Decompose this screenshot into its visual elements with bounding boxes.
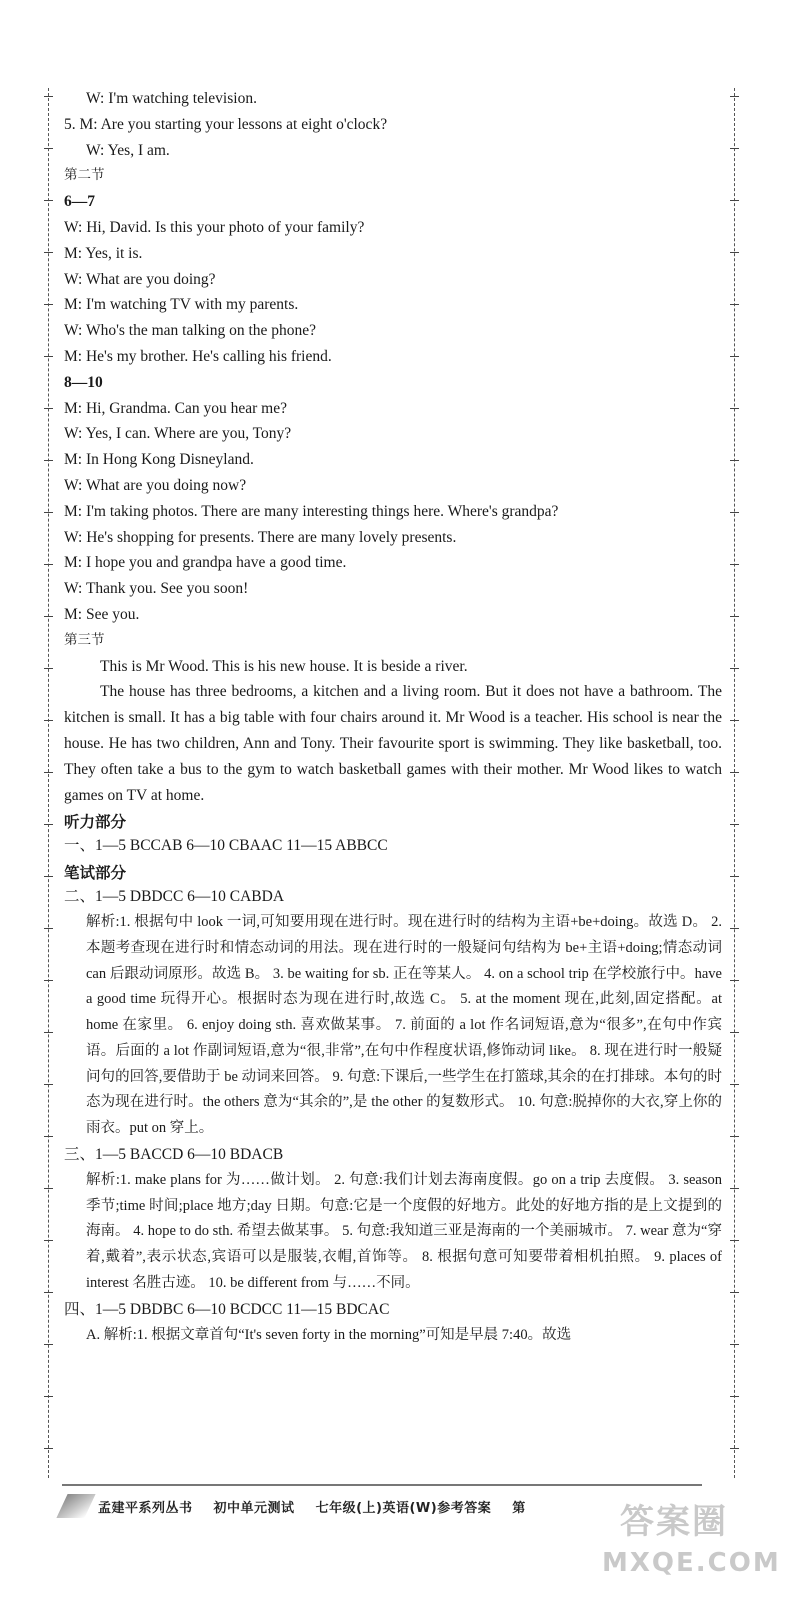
explanation-part-3: 解析:1. make plans for 为……做计划。 2. 句意:我们计划去海南度假。go on a trip 去度假。 3. season 季节;time 时间;place 地方;day 日期。句意:它是一个度假的好地方。此处的好地方指的是上文提到的海南。 4. hope to do sth. 希望去做某事。 5. 句意:我知道三亚是海南的一个美丽城市。 7. wear 意为“穿着,戴着”,表示状态,宾语可以是服装,衣帽,首饰等。 8. 根据句意可知要带着相机拍照。 9. places of interest 名胜古迹。 10. be different from 与……不同。: [86, 1171, 722, 1292]
script-line: 6—7: [64, 193, 95, 211]
footer-decoration: [56, 1494, 95, 1518]
margin-tick: [44, 824, 53, 825]
script-line: M: I'm watching TV with my parents.: [64, 296, 299, 314]
margin-tick: [44, 772, 53, 773]
margin-tick: [44, 460, 53, 461]
margin-tick: [730, 148, 739, 149]
script-line: M: I hope you and grandpa have a good time.: [64, 554, 347, 572]
script-line: W: He's shopping for presents. There are many lovely presents.: [64, 528, 457, 546]
margin-tick: [44, 96, 53, 97]
margin-tick: [730, 1032, 739, 1033]
script-line: M: In Hong Kong Disneyland.: [64, 451, 254, 469]
footer-book: 初中单元测试: [213, 1500, 295, 1516]
margin-tick: [730, 1136, 739, 1137]
binding-margin-left: [48, 88, 49, 1478]
margin-tick: [730, 928, 739, 929]
script-line: 5. M: Are you starting your lessons at eight o'clock?: [64, 115, 388, 133]
margin-tick: [44, 1396, 53, 1397]
watermark-bottom: MXQE.COM: [602, 1548, 781, 1578]
margin-tick: [44, 512, 53, 513]
margin-tick: [730, 616, 739, 617]
answers-part-4: 四、1—5 DBDBC 6—10 BCDCC 11—15 BDCAC: [64, 1300, 390, 1318]
script-line: 8—10: [64, 373, 103, 391]
script-line: W: I'm watching television.: [86, 90, 257, 107]
margin-tick: [730, 980, 739, 981]
margin-tick: [730, 252, 739, 253]
margin-tick: [730, 356, 739, 357]
script-line: This is Mr Wood. This is his new house. It is beside a river.: [100, 657, 468, 675]
margin-tick: [730, 876, 739, 877]
margin-tick: [730, 772, 739, 773]
margin-tick: [730, 564, 739, 565]
section-heading-written: 笔试部分: [64, 864, 127, 883]
margin-tick: [44, 408, 53, 409]
margin-tick: [44, 1344, 53, 1345]
margin-tick: [44, 356, 53, 357]
listening-script: [64, 86, 722, 679]
margin-tick: [44, 1136, 53, 1137]
margin-tick: [44, 564, 53, 565]
margin-tick: [730, 96, 739, 97]
margin-tick: [44, 980, 53, 981]
margin-tick: [44, 720, 53, 721]
script-line: W: Hi, David. Is this your photo of your family?: [64, 218, 365, 236]
margin-tick: [44, 200, 53, 201]
margin-tick: [44, 1032, 53, 1033]
margin-tick: [730, 512, 739, 513]
watermark-top: 答案圈: [620, 1502, 728, 1542]
margin-tick: [730, 1448, 739, 1449]
script-line: 第二节: [64, 167, 105, 184]
footer-text: [98, 1497, 542, 1516]
margin-tick: [44, 1292, 53, 1293]
answers-part-1: 一、1—5 BCCAB 6—10 CBAAC 11—15 ABBCC: [64, 837, 388, 855]
margin-tick: [44, 1240, 53, 1241]
section-heading-listening: 听力部分: [64, 813, 127, 832]
margin-tick: [730, 460, 739, 461]
binding-margin-right: [734, 88, 735, 1478]
margin-tick: [44, 928, 53, 929]
margin-tick: [44, 616, 53, 617]
script-line: M: I'm taking photos. There are many interesting things here. Where's grandpa?: [64, 502, 559, 520]
margin-tick: [730, 824, 739, 825]
explanation-part-2: 解析:1. 根据句中 look 一词,可知要用现在进行时。现在进行时的结构为主语+be+doing。故选 D。 2. 本题考查现在进行时和情态动词的用法。现在进行时的一般疑问句结构为 be+主语+doing;情态动词 can 后跟动词原形。故选 B。 3. be waiting for sb. 正在等某人。 4. on a school trip 在学校旅行中。have a good time 玩得开心。根据时态为现在进行时,故选 C。 5. at the moment 现在,此刻,固定搭配。at home 在家里。 6. enjoy doing sth. 喜欢做某事。 7. 前面的 a lot 作名词短语,意为“很多”,在句中作宾语。后面的 a lot 作副词短语,意为“很,非常”,在句中作程度状语,修饰动词 like。 8. 现在进行时一般疑问句的回答,要借助于 be 动词来回答。 9. 句意:下课后,一些学生在打篮球,其余的在打排球。本句的时态为现在进行时。the others 意为“其余的”,是 the other 的复数形式。 10. 句意:脱掉你的大衣,穿上你的雨衣。put on 穿上。: [86, 913, 722, 1137]
answers-part-2: 二、1—5 DBDCC 6—10 CABDA: [64, 888, 285, 906]
margin-tick: [730, 1188, 739, 1189]
margin-tick: [44, 876, 53, 877]
margin-tick: [44, 668, 53, 669]
margin-tick: [730, 1396, 739, 1397]
margin-tick: [730, 200, 739, 201]
margin-tick: [730, 1344, 739, 1345]
script-line: W: Who's the man talking on the phone?: [64, 322, 317, 340]
margin-tick: [44, 304, 53, 305]
watermark: [600, 1490, 780, 1590]
script-line: M: Hi, Grandma. Can you hear me?: [64, 399, 287, 417]
script-line: W: What are you doing now?: [64, 476, 247, 494]
answers-part-3: 三、1—5 BACCD 6—10 BDACB: [64, 1146, 284, 1164]
margin-tick: [44, 1188, 53, 1189]
script-line: W: Yes, I can. Where are you, Tony?: [64, 425, 292, 443]
margin-tick: [730, 1240, 739, 1241]
margin-tick: [730, 668, 739, 669]
script-line: W: Yes, I am.: [86, 141, 170, 159]
script-line: M: Yes, it is.: [64, 244, 143, 262]
answer-key-content: [64, 86, 722, 1348]
margin-tick: [44, 1084, 53, 1085]
margin-tick: [730, 408, 739, 409]
margin-tick: [730, 1084, 739, 1085]
script-line: W: Thank you. See you soon!: [64, 580, 249, 598]
margin-tick: [730, 1292, 739, 1293]
margin-tick: [730, 304, 739, 305]
listening-passage: The house has three bedrooms, a kitchen and a living room. But it does not have a bathroom. The kitchen is small. It has a big table with four chairs around it. Mr Wood is a teacher. His school is near the house. He has two children, Ann and Tony. Their favourite sport is swimming. They like basketball, too. They often take a bus to the gym to watch basketball games with their mother. Mr Wood likes to watch games on TV at home.: [64, 683, 722, 804]
margin-tick: [44, 1448, 53, 1449]
margin-tick: [44, 252, 53, 253]
explanation-part-4: A. 解析:1. 根据文章首句“It's seven forty in the morning”可知是早晨 7:40。故选: [86, 1326, 572, 1343]
footer-page: 第: [512, 1500, 526, 1516]
script-line: 第三节: [64, 631, 105, 648]
footer-grade: 七年级(上)英语(W)参考答案: [315, 1500, 492, 1516]
script-line: M: He's my brother. He's calling his friend.: [64, 347, 332, 365]
footer-series: 孟建平系列丛书: [98, 1500, 193, 1516]
script-line: W: What are you doing?: [64, 270, 216, 288]
margin-tick: [730, 720, 739, 721]
margin-tick: [44, 148, 53, 149]
script-line: M: See you.: [64, 605, 140, 623]
